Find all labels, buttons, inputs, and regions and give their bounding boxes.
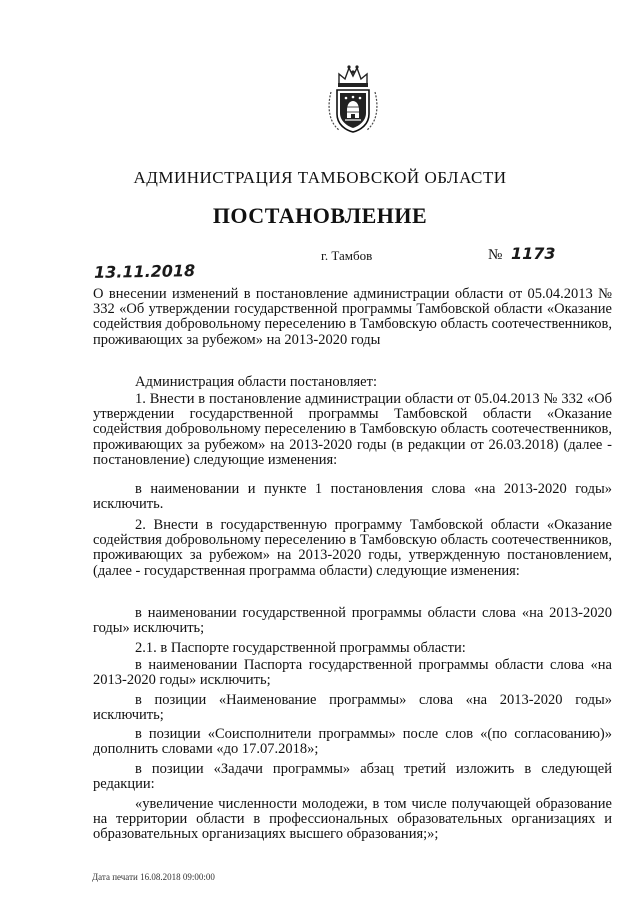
- document-subject: О внесении изменений в постановление администрации области от 05.04.2013 № 332 «Об утверждении государственной программы Тамбовской области «Оказание содействия добровольному переселению в Тамбовскую область соотечественников, проживающих за рубежом» на 2013-2020 годы: [93, 286, 612, 348]
- body-paragraph: в позиции «Соисполнители программы» после слов «(по согласованию)» дополнить словами «до 17.07.2018»;: [93, 726, 612, 758]
- tambov-coat-of-arms-icon: [325, 62, 381, 136]
- organization-name: АДМИНИСТРАЦИЯ ТАМБОВСКОЙ ОБЛАСТИ: [133, 168, 507, 187]
- body-paragraph: в наименовании и пункте 1 постановления слова «на 2013-2020 годы» исключить.: [93, 481, 612, 513]
- print-date-footer: Дата печати 16.08.2018 09:00:00: [92, 872, 215, 882]
- body-paragraph: 1. Внести в постановление администрации области от 05.04.2013 № 332 «Об утверждении государственной программы Тамбовской области «Оказание содействия добровольному переселению в Тамбовскую область соотечественников, проживающих за рубежом» на 2013-2020 годы (в редакции от 26.03.2018) (далее - постановление) следующие изменения:: [93, 391, 612, 468]
- document-type-title: ПОСТАНОВЛЕНИЕ: [212, 203, 428, 228]
- body-paragraph: 2. Внести в государственную программу Тамбовской области «Оказание содействия добровольному переселению в Тамбовскую область соотечественников, проживающих за рубежом» на 2013-2020 годы, утвержденную постановлением, (далее - государственная программа области) следующие изменения:: [93, 517, 612, 579]
- city-label: г. Тамбов: [321, 248, 373, 263]
- body-paragraph: в позиции «Задачи программы» абзац третий изложить в следующей редакции:: [93, 761, 612, 793]
- body-paragraph: в наименовании государственной программы области слова «на 2013-2020 годы» исключить;: [93, 605, 612, 637]
- handwritten-document-number: 1173: [511, 244, 556, 263]
- body-paragraph: Администрация области постановляет:: [135, 374, 377, 390]
- body-paragraph: «увеличение численности молодежи, в том числе получающей образование на территории области в профессиональных образовательных организациях и образовательных организациях высшего образования;»;: [93, 796, 612, 843]
- number-label: №: [488, 247, 503, 263]
- body-paragraph: в наименовании Паспорта государственной программы области слова «на 2013-2020 годы» исключить;: [93, 657, 612, 689]
- body-paragraph: в позиции «Наименование программы» слова «на 2013-2020 годы» исключить;: [93, 692, 612, 724]
- handwritten-date: 13.11.2018: [93, 261, 196, 282]
- body-paragraph: 2.1. в Паспорте государственной программы области:: [135, 640, 466, 656]
